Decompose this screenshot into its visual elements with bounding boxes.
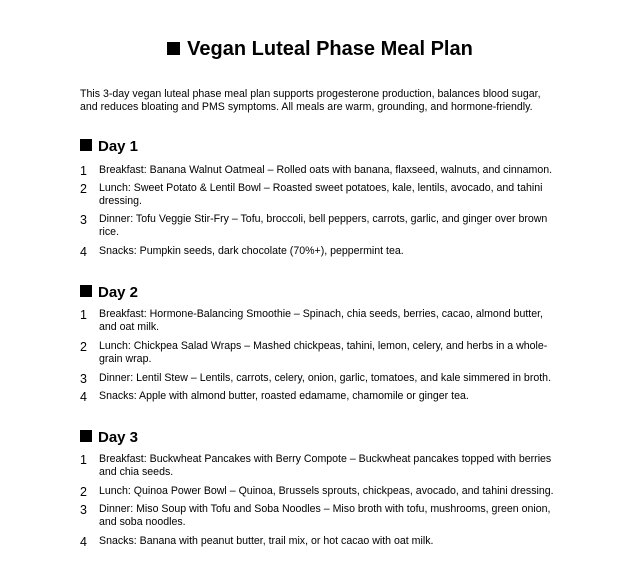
day-1-heading xyxy=(80,138,138,155)
item-text: Snacks: Banana with peanut butter, trail mix, or hot cacao with oat milk. xyxy=(99,535,434,547)
item-text: Snacks: Apple with almond butter, roasted edamame, chamomile or ginger tea. xyxy=(99,390,469,402)
day-2-heading xyxy=(80,284,138,301)
list-item xyxy=(80,213,560,239)
item-number: 2 xyxy=(80,182,87,196)
item-text: Breakfast: Banana Walnut Oatmeal – Rolled oats with banana, flaxseed, walnuts, and cinnamon. xyxy=(99,164,553,176)
item-text: Dinner: Lentil Stew – Lentils, carrots, celery, onion, garlic, tomatoes, and kale simmered in broth. xyxy=(99,372,552,384)
item-number: 3 xyxy=(80,213,87,227)
day-3-heading-text: Day 3 xyxy=(98,429,139,446)
list-item xyxy=(80,485,560,498)
list-item xyxy=(80,535,560,548)
item-text: Dinner: Miso Soup with Tofu and Soba Noodles – Miso broth with tofu, mushrooms, green onion, and soba noodles. xyxy=(99,503,551,528)
item-number: 3 xyxy=(80,503,87,517)
list-item xyxy=(80,390,560,403)
item-number: 4 xyxy=(80,535,87,549)
item-text: Lunch: Sweet Potato & Lentil Bowl – Roasted sweet potatoes, kale, lentils, avocado, and tahini dressing. xyxy=(99,182,543,207)
day-1-heading-text: Day 1 xyxy=(98,138,139,155)
square-bullet-icon xyxy=(167,42,180,55)
square-bullet-icon xyxy=(80,430,92,442)
list-item xyxy=(80,340,560,366)
day-3-heading xyxy=(80,429,138,446)
item-text: Breakfast: Buckwheat Pancakes with Berry Compote – Buckwheat pancakes topped with berries and chia seeds. xyxy=(99,453,552,478)
list-item xyxy=(80,453,560,479)
item-number: 1 xyxy=(80,164,87,178)
item-number: 1 xyxy=(80,308,87,322)
item-text: Snacks: Pumpkin seeds, dark chocolate (70%+), peppermint tea. xyxy=(99,245,404,257)
item-number: 2 xyxy=(80,340,87,354)
list-item xyxy=(80,308,560,334)
list-item xyxy=(80,164,560,177)
day-2-heading-text: Day 2 xyxy=(98,284,139,301)
intro-paragraph: This 3-day vegan luteal phase meal plan supports progesterone production, balances blood sugar, and reduces bloating and PMS symptoms. All meals are warm, grounding, and hormone-friendly. xyxy=(80,88,541,113)
list-item xyxy=(80,372,560,385)
item-text: Breakfast: Hormone-Balancing Smoothie – Spinach, chia seeds, berries, cacao, almond butter, and oat milk. xyxy=(99,308,544,333)
square-bullet-icon xyxy=(80,285,92,297)
item-number: 3 xyxy=(80,372,87,386)
item-text: Lunch: Quinoa Power Bowl – Quinoa, Brussels sprouts, chickpeas, avocado, and tahini dressing. xyxy=(99,485,554,497)
item-number: 1 xyxy=(80,453,87,467)
item-text: Lunch: Chickpea Salad Wraps – Mashed chickpeas, tahini, lemon, celery, and herbs in a whole-grain wrap. xyxy=(99,340,548,365)
item-number: 4 xyxy=(80,390,87,404)
page-title-text: Vegan Luteal Phase Meal Plan xyxy=(187,38,473,60)
list-item xyxy=(80,245,560,258)
list-item xyxy=(80,503,560,529)
item-number: 4 xyxy=(80,245,87,259)
page-title xyxy=(0,38,640,61)
item-text: Dinner: Tofu Veggie Stir-Fry – Tofu, broccoli, bell peppers, carrots, garlic, and ginger over brown rice. xyxy=(99,213,548,238)
square-bullet-icon xyxy=(80,139,92,151)
item-number: 2 xyxy=(80,485,87,499)
list-item xyxy=(80,182,560,208)
